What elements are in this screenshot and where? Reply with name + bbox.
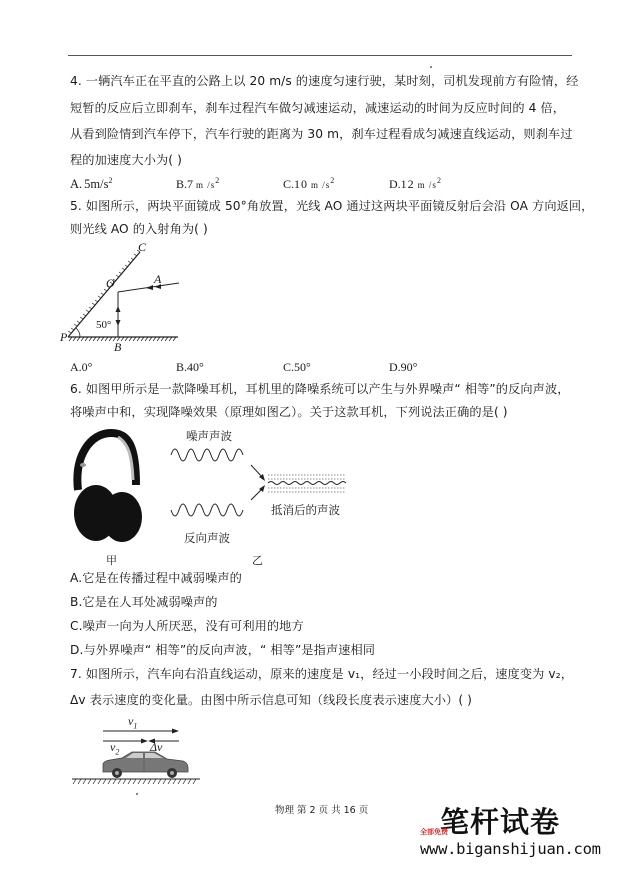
car-velocity-diagram bbox=[70, 712, 210, 792]
label-angle: 50° bbox=[96, 319, 112, 331]
q6-option-c: C.噪声一向为人所厌恶，没有可利用的地方 bbox=[70, 619, 304, 633]
q5-line-1: 5. 如图所示，两块平面镜成 50°角放置，光线 AO 通过这两块平面镜反射后会沿 OA 方向返回， bbox=[70, 199, 594, 213]
header-rule bbox=[68, 55, 572, 56]
v1-label: $v_1$ bbox=[128, 714, 138, 731]
label-b: B bbox=[114, 340, 122, 354]
q4-line-1: 4. 一辆汽车正在平直的公路上以 20 m/s 的速度匀速行驶，某时刻，司机发现前方有险情，经 bbox=[70, 74, 579, 88]
car-diagram-svg bbox=[70, 712, 210, 792]
noise-wave-label: 噪声声波 bbox=[186, 429, 232, 443]
reverse-wave-label: 反向声波 bbox=[184, 531, 230, 545]
label-o: O bbox=[106, 276, 115, 290]
page-footer: 物理 第 2 页 共 16 页 bbox=[275, 805, 369, 816]
q6-line-1: 6. 如图甲所示是一款降噪耳机，耳机里的降噪系统可以产生与外界噪声“ 相等”的反向声波， bbox=[70, 382, 570, 396]
q7-line-1: 7. 如图所示，汽车向右沿直线运动，原来的速度是 v₁，经过一小段时间之后，速度变为 v₂， bbox=[70, 667, 573, 681]
speck bbox=[430, 66, 432, 68]
q7-line-2: Δv 表示速度的变化量。由图中所示信息可知（线段长度表示速度大小）( ) bbox=[70, 693, 473, 707]
q6-option-a: A.它是在传播过程中减弱噪声的 bbox=[70, 571, 242, 585]
q5-option-b: B.40° bbox=[176, 360, 204, 374]
q5-option-d: D.90° bbox=[389, 360, 418, 374]
q5-option-c: C.50° bbox=[283, 360, 311, 374]
delta-v-label: Δv bbox=[150, 740, 163, 754]
headphone-figure bbox=[66, 425, 356, 565]
q6-option-b: B.它是在人耳处减弱噪声的 bbox=[70, 595, 218, 609]
q4-option-a: A. $5m/s^2$ bbox=[70, 176, 113, 192]
q4-line-3: 从看到险情到汽车停下，汽车行驶的距离为 30 m，刹车过程看成匀减速直线运动，则刹车过 bbox=[70, 127, 573, 141]
q4-option-b: B.7 m $/s^2$ bbox=[176, 176, 220, 191]
label-a: A bbox=[154, 272, 162, 286]
q4-option-d: D.12 m $/s^2$ bbox=[389, 176, 441, 191]
figure-yi-label: 乙 bbox=[252, 554, 263, 567]
mirror-diagram-svg bbox=[66, 240, 191, 358]
watermark-brand: 笔杆试卷 bbox=[440, 805, 561, 839]
label-c: C bbox=[138, 240, 147, 254]
figure-jia-label: 甲 bbox=[106, 554, 117, 567]
watermark-url: www.biganshijuan.com bbox=[420, 840, 601, 858]
q4-line-4: 程的加速度大小为( ) bbox=[70, 153, 182, 167]
q5-line-2: 则光线 AO 的入射角为( ) bbox=[70, 222, 208, 236]
q4-line-2: 短暂的反应后立即刹车，刹车过程汽车做匀减速运动，减速运动的时间为反应时间的 4 倍， bbox=[70, 101, 566, 115]
q6-line-2: 将噪声中和，实现降噪效果（原理如图乙）。关于这款耳机，下列说法正确的是( ) bbox=[70, 405, 508, 419]
q5-option-a: A.0° bbox=[70, 360, 93, 374]
q6-option-d: D.与外界噪声“ 相等”的反向声波，“ 相等”是指声速相同 bbox=[70, 643, 376, 657]
mirror-diagram bbox=[60, 240, 191, 358]
cancelled-wave-label: 抵消后的声波 bbox=[271, 503, 340, 517]
q4-option-c: C.10 m $/s^2$ bbox=[283, 176, 335, 191]
v2-label: $v_2$ bbox=[110, 740, 120, 757]
label-p: P bbox=[60, 330, 68, 344]
speck bbox=[136, 793, 138, 795]
watermark-tag: 全部免费 bbox=[420, 828, 448, 836]
